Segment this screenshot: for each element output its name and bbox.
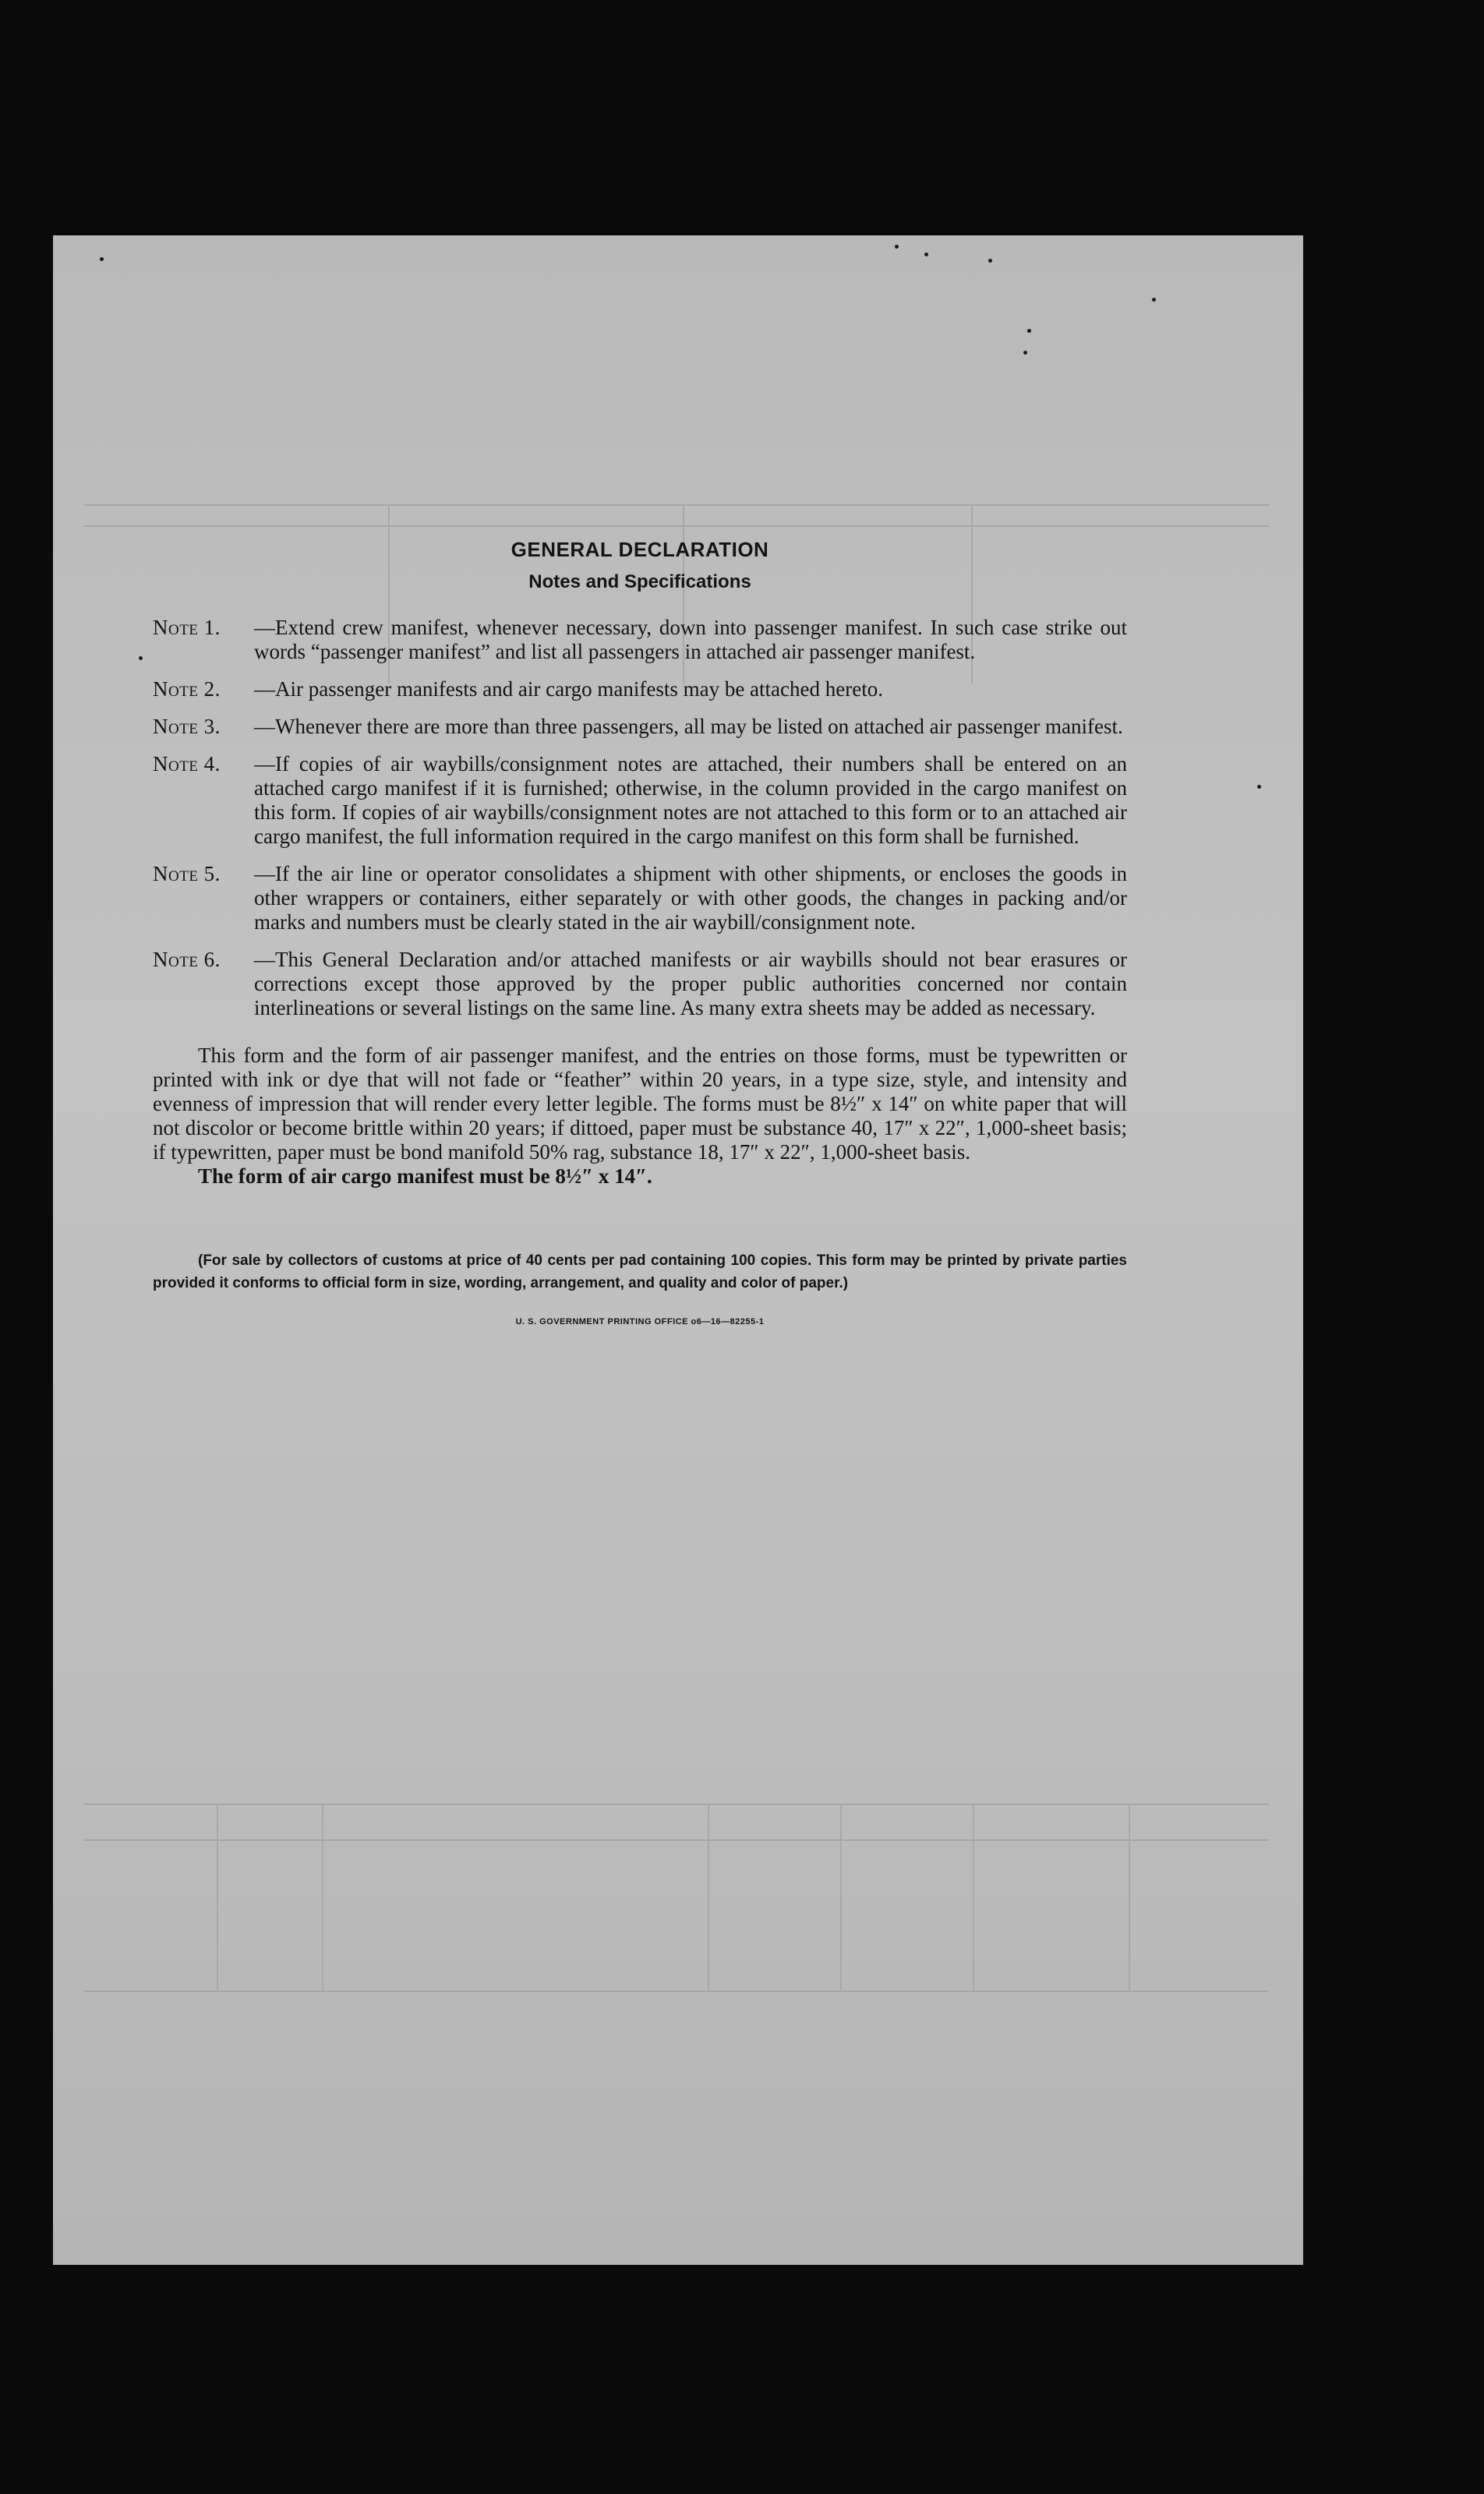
bleed-through-rule <box>840 1803 842 1991</box>
dust-speck <box>1257 785 1261 789</box>
form-requirements-paragraph: This form and the form of air passenger manifest, and the entries on those forms, must be typewritten or printed with ink or dye that will not fade or “feather” within 20 years, in a type size, style, and intensity and evenness of impression that will render every letter legible. The forms must be 8½″ x 14″ on white paper that will not discolor or become brittle within 20 years; if dittoed, paper must be substance 40, 17″ x 22″, 1,000-sheet basis; if typewritten, paper must be bond manifold 50% rag, substance 18, 17″ x 22″, 1,000-sheet basis. <box>153 1044 1127 1164</box>
note-text: — Extend crew manifest, whenever necessary, down into passenger manifest. In such case strike out words “passenger manifest” and list all passengers in attached air passenger manifest. <box>254 616 1127 664</box>
note-text: — Whenever there are more than three passengers, all may be listed on attached air passenger manifest. <box>254 715 1127 739</box>
note-3 <box>153 715 1127 739</box>
printer-imprint: U. S. GOVERNMENT PRINTING OFFICE o6—16—82255-1 <box>515 1317 765 1326</box>
note-label: Note 1. <box>153 616 221 639</box>
note-2 <box>153 677 1127 701</box>
note-4 <box>153 752 1127 849</box>
note-text: — Air passenger manifests and air cargo manifests may be attached hereto. <box>254 677 1127 701</box>
dust-speck <box>139 656 143 660</box>
note-1 <box>153 616 1127 664</box>
note-label: Note 4. <box>153 752 221 775</box>
bleed-through-rule <box>84 504 1269 506</box>
dust-speck <box>1027 329 1031 333</box>
bleed-through-rule <box>973 1803 974 1991</box>
dust-speck <box>895 245 899 249</box>
document-subtitle: Notes and Specifications <box>528 571 751 592</box>
note-text: — If copies of air waybills/consignment notes are attached, their numbers shall be entered on an attached cargo manifest if it is furnished; otherwise, in the column provided in the cargo manifest on this form. If copies of air waybills/consignment notes are not attached to this form or to an attached air cargo manifest, the full information required in the cargo manifest on this form shall be furnished. <box>254 752 1127 849</box>
note-label: Note 3. <box>153 715 221 738</box>
notes-and-specifications <box>153 538 1127 1334</box>
dust-speck <box>924 253 928 256</box>
dust-speck <box>988 259 992 263</box>
bleed-through-rule <box>1129 1803 1130 1991</box>
note-text: — This General Declaration and/or attached manifests or air waybills should not bear erasures or corrections except those approved by the proper public authorities concerned nor contain interlineations or several listings on the same line. As many extra sheets may be added as necessary. <box>254 948 1127 1020</box>
note-6 <box>153 948 1127 1020</box>
sale-notice: (For sale by collectors of customs at price of 40 cents per pad containing 100 copies. This form may be printed by private parties provided it conforms to official form in size, wording, arrangement, and quality and color of paper.) <box>153 1252 1127 1291</box>
dust-speck <box>1152 298 1156 302</box>
note-label: Note 5. <box>153 862 221 885</box>
cargo-manifest-size-paragraph: The form of air cargo manifest must be 8½″ x 14″. <box>198 1164 652 1188</box>
bleed-through-rule <box>84 1991 1269 1992</box>
note-text: — If the air line or operator consolidates a shipment with other shipments, or encloses the goods in other wrappers or containers, either separately or with other goods, the changes in packing and/or marks and numbers must be clearly stated in the air waybill/consignment note. <box>254 862 1127 934</box>
bleed-through-rule <box>84 1839 1269 1841</box>
bleed-through-rule <box>84 525 1269 527</box>
note-5 <box>153 862 1127 934</box>
dust-speck <box>100 257 104 261</box>
bleed-through-rule <box>708 1803 709 1991</box>
note-label: Note 2. <box>153 677 221 701</box>
document-title: GENERAL DECLARATION <box>511 538 769 561</box>
bleed-through-rule <box>322 1803 323 1991</box>
dust-speck <box>1023 351 1027 355</box>
note-label: Note 6. <box>153 948 221 971</box>
bleed-through-rule <box>217 1803 218 1991</box>
bleed-through-rule <box>84 1803 1269 1805</box>
